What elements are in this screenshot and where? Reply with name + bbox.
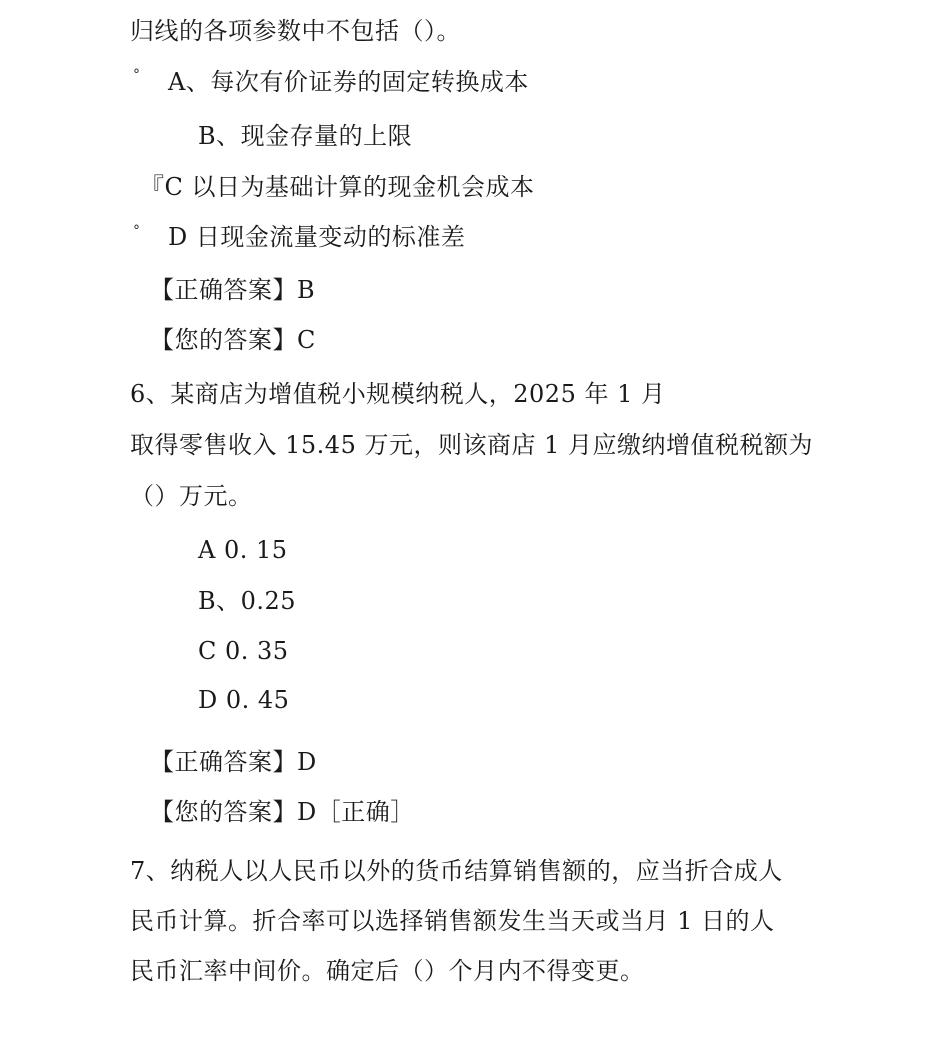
q5-option-c[interactable]: 『C 以日为基础计算的现金机会成本: [140, 173, 535, 201]
q6-option-c[interactable]: C 0. 35: [198, 637, 289, 665]
q7-stem-line-1: 7、纳税人以人民币以外的货币结算销售额的，应当折合成人: [130, 857, 783, 885]
radio-bullet-icon[interactable]: °: [133, 223, 140, 239]
q6-correct-answer: 【正确答案】D: [150, 748, 317, 776]
q5-option-d[interactable]: D 日现金流量变动的标准差: [168, 223, 466, 251]
q6-your-answer: 【您的答案】D［正确］: [150, 798, 415, 826]
q6-stem-line-3: （）万元。: [130, 482, 253, 510]
q7-stem-line-3: 民币汇率中间价。确定后（）个月内不得变更。: [130, 957, 645, 985]
q6-option-b[interactable]: B、0.25: [198, 587, 297, 615]
q6-stem-line-1: 6、某商店为增值税小规模纳税人，2025 年 1 月: [130, 380, 666, 408]
q5-option-b[interactable]: B、现金存量的上限: [198, 122, 413, 150]
q6-option-a[interactable]: A 0. 15: [198, 536, 288, 564]
q6-stem-line-2: 取得零售收入 15.45 万元，则该商店 1 月应缴纳增值税税额为: [130, 431, 813, 459]
q5-your-answer: 【您的答案】C: [150, 326, 316, 354]
q5-stem-tail: 归线的各项参数中不包括（）。: [130, 17, 461, 45]
q6-option-d[interactable]: D 0. 45: [198, 686, 290, 714]
radio-bullet-icon[interactable]: °: [133, 67, 140, 83]
q7-stem-line-2: 民币计算。折合率可以选择销售额发生当天或当月 1 日的人: [130, 907, 775, 935]
q5-correct-answer: 【正确答案】B: [150, 276, 316, 304]
q5-option-a[interactable]: A、每次有价证券的固定转换成本: [168, 68, 529, 96]
